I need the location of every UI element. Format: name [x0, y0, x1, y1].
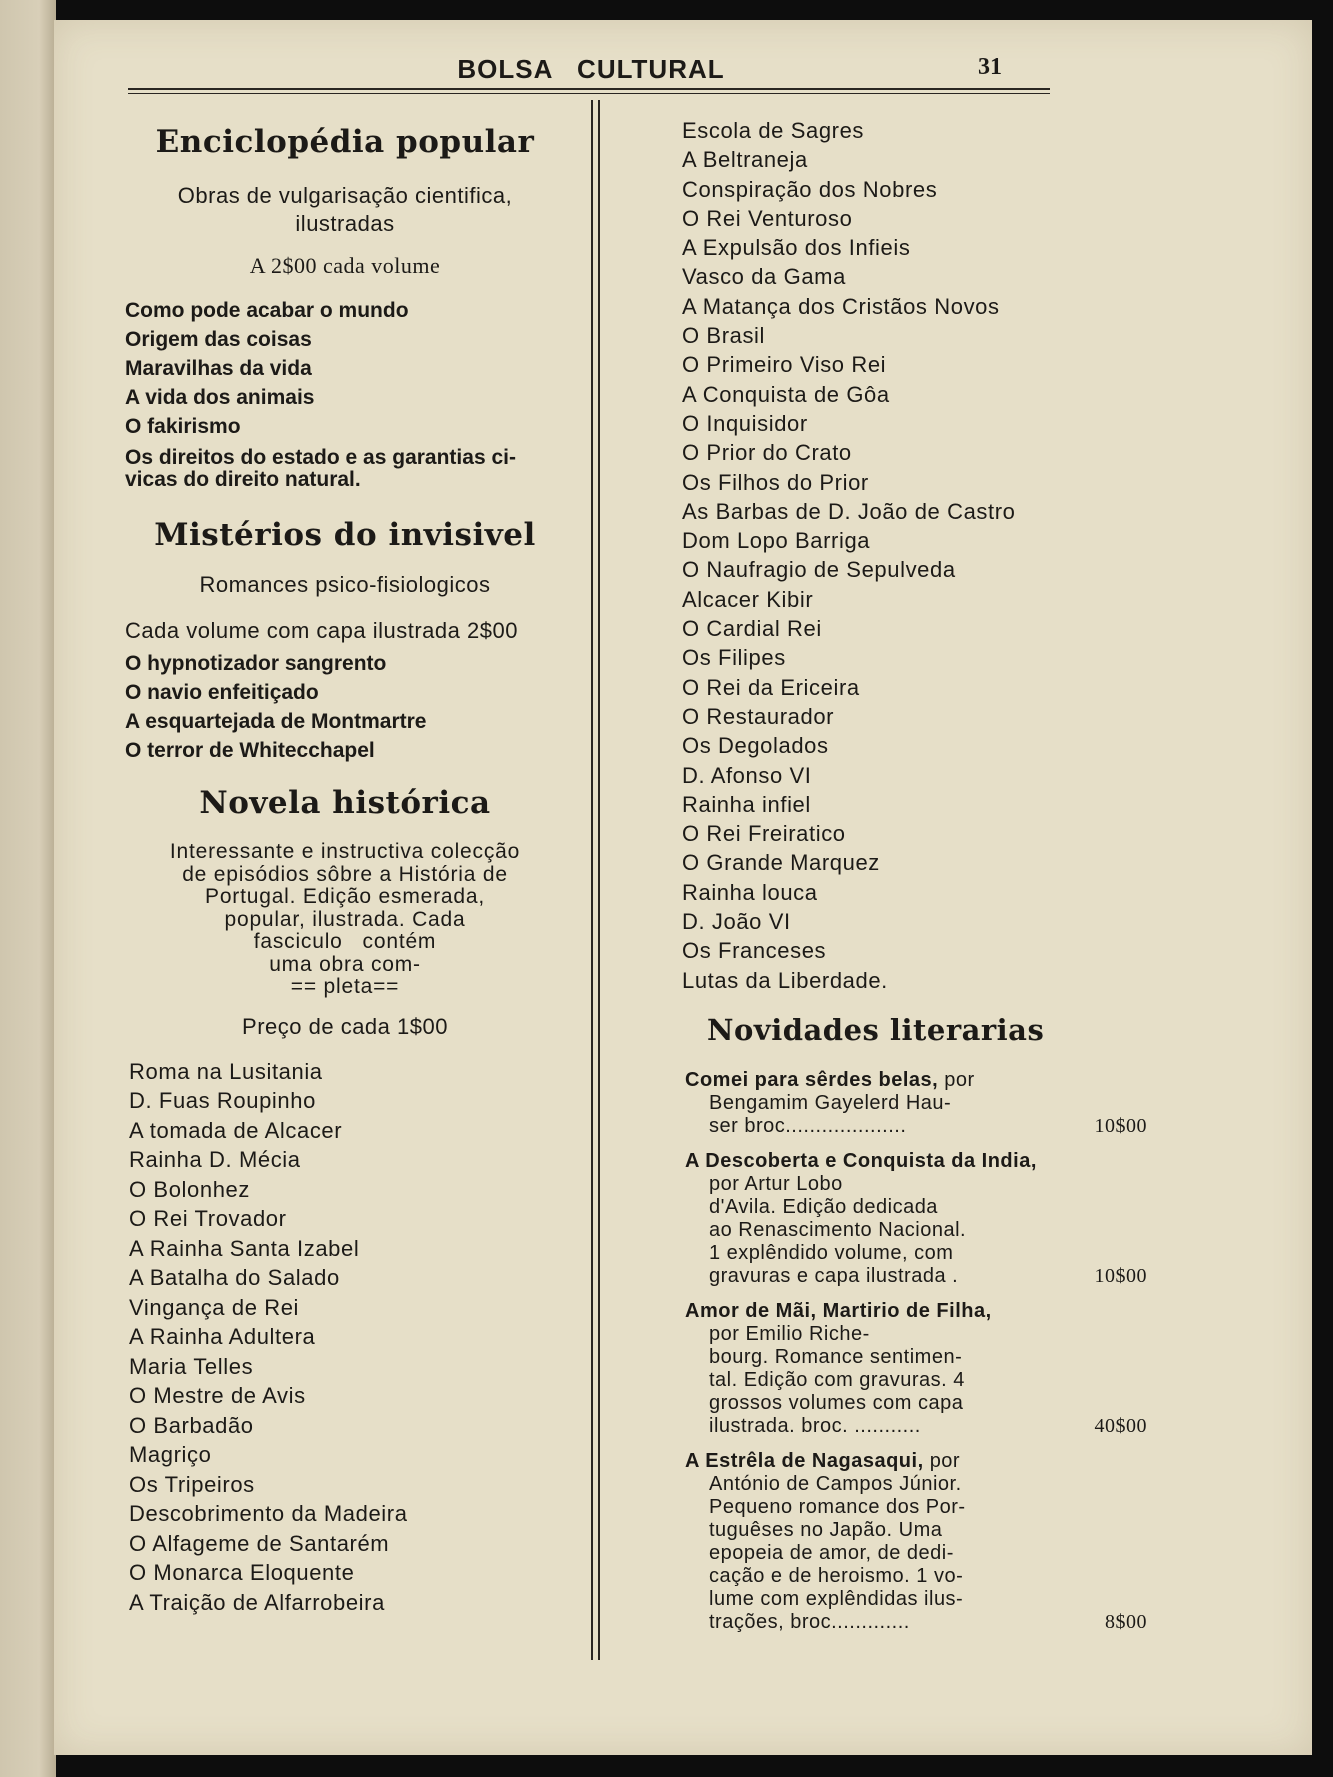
entry-text: lume com explêndidas ilus-: [709, 1587, 964, 1610]
list-item: O Brasil: [682, 323, 766, 349]
list-item: O Mestre de Avis: [129, 1383, 306, 1408]
list-item: O fakirismo: [125, 415, 241, 438]
enciclopedia-list: [125, 296, 565, 491]
entry-text: António de Campos Júnior.: [709, 1472, 962, 1495]
list-item: Escola de Sagres: [682, 118, 865, 143]
entry-price: 8$00: [1105, 1610, 1147, 1633]
entry-text: 1 explêndido volume, com: [709, 1241, 954, 1264]
list-item: Os Tripeiros: [129, 1471, 255, 1497]
entry-price: 10$00: [1094, 1114, 1147, 1137]
list-item: D. Afonso VI: [682, 762, 812, 788]
running-title: BOLSA CULTURAL: [457, 54, 725, 84]
list-item: O Alfageme de Santarém: [129, 1530, 390, 1556]
novidades-entry: [685, 1299, 1147, 1438]
list-item: D. Fuas Roupinho: [129, 1088, 316, 1113]
list-item: Lutas da Liberdade.: [682, 967, 888, 993]
book-spine: [0, 0, 56, 1777]
misterios-list: [125, 649, 565, 765]
novela-desc-line: == pleta==: [290, 975, 400, 998]
entry-text: bourg. Romance sentimen-: [709, 1345, 963, 1368]
list-item: A Beltraneja: [682, 147, 808, 173]
list-item: O Rei Trovador: [129, 1206, 287, 1231]
list-item: O Barbadão: [129, 1412, 254, 1438]
list-item: Os Degolados: [682, 733, 829, 759]
list-item: O Bolonhez: [129, 1176, 250, 1202]
list-item: O Inquisidor: [682, 410, 808, 436]
entry-text: tuguêses no Japão. Uma: [709, 1518, 943, 1541]
novidades-heading: Novidades literarias: [707, 1012, 1045, 1047]
list-item: A esquartejada de Montmartre: [125, 710, 427, 733]
list-item: O Monarca Eloquente: [129, 1560, 355, 1585]
novela-list-right: [627, 116, 1087, 995]
list-item: A vida dos animais: [125, 386, 315, 409]
list-item: O terror de Whitecchapel: [125, 739, 375, 762]
novela-desc-line: popular, ilustrada. Cada: [224, 907, 466, 931]
enciclopedia-heading: Enciclopédia popular: [155, 124, 535, 160]
list-item: Alcacer Kibir: [682, 586, 814, 612]
list-item: A Conquista de Gôa: [682, 381, 890, 407]
entry-text: gravuras e capa ilustrada .: [709, 1264, 959, 1287]
novela-desc-line: fasciculo contém: [253, 930, 437, 953]
list-item: Os Franceses: [682, 938, 827, 964]
list-item: A Expulsão dos Infieis: [682, 235, 911, 261]
enciclopedia-desc-1: Obras de vulgarisação cientifica,: [177, 183, 513, 208]
page-number: 31: [978, 54, 1002, 80]
list-item: A tomada de Alcacer: [129, 1117, 343, 1143]
list-item: O Naufragio de Sepulveda: [682, 557, 956, 583]
misterios-heading: Mistérios do invisivel: [154, 517, 536, 553]
list-item: A Traição de Alfarrobeira: [129, 1589, 385, 1615]
list-item: Os direitos do estado e as garantias ci-: [125, 446, 516, 469]
novela-price: Preço de cada 1$00: [242, 1013, 448, 1039]
novela-description: [125, 841, 565, 999]
list-item: O hypnotizador sangrento: [125, 652, 387, 675]
entry-text: por: [944, 1068, 975, 1091]
misterios-price: Cada volume com capa ilustrada 2$00: [125, 618, 518, 643]
entry-text: tal. Edição com gravuras. 4: [709, 1368, 965, 1391]
list-item: Os Filipes: [682, 645, 786, 671]
novidades-entry: [685, 1068, 1147, 1138]
entry-text: cação e de heroismo. 1 vo-: [709, 1564, 964, 1587]
list-item: vicas do direito natural.: [125, 468, 361, 491]
novela-list-left: [125, 1057, 565, 1618]
list-item: O Rei Freiratico: [682, 821, 846, 847]
entry-title: Comei para sêrdes belas,: [685, 1068, 939, 1091]
enciclopedia-desc-2: ilustradas: [295, 211, 395, 236]
list-item: A Rainha Adultera: [129, 1324, 316, 1349]
list-item: Os Filhos do Prior: [682, 469, 869, 495]
list-item: D. João VI: [682, 909, 791, 935]
novela-desc-line: Interessante e instructiva colecção: [169, 840, 521, 863]
entry-text: ilustrada. broc. ...........: [709, 1414, 921, 1437]
entry-text: ao Renascimento Nacional.: [709, 1218, 967, 1241]
entry-title: Amor de Mãi, Martirio de Filha,: [685, 1299, 992, 1322]
header-rule: [128, 88, 1050, 90]
list-item: Roma na Lusitania: [129, 1058, 323, 1084]
entry-text: trações, broc.............: [709, 1610, 910, 1633]
novidades-entry: [685, 1149, 1147, 1288]
list-item: Rainha D. Mécia: [129, 1147, 301, 1172]
list-item: A Matança dos Cristãos Novos: [682, 293, 1000, 319]
entry-text: ser broc....................: [709, 1114, 907, 1137]
right-column: [627, 100, 1147, 1646]
entry-text: grossos volumes com capa: [709, 1391, 964, 1414]
entry-text: epopeia de amor, de dedi-: [709, 1541, 954, 1564]
enciclopedia-price: A 2$00 cada volume: [249, 253, 441, 278]
list-item: Dom Lopo Barriga: [682, 528, 871, 554]
list-item: As Barbas de D. João de Castro: [682, 498, 1016, 524]
entry-text: por: [929, 1449, 961, 1472]
list-item: Conspiração dos Nobres: [682, 176, 938, 202]
list-item: Magriço: [129, 1442, 212, 1467]
list-item: O Rei Venturoso: [682, 205, 853, 231]
list-item: Vasco da Gama: [682, 264, 846, 290]
entry-text: Pequeno romance dos Por-: [709, 1495, 966, 1518]
novidades-entry: [685, 1449, 1147, 1634]
list-item: O Grande Marquez: [682, 850, 880, 876]
list-item: Maria Telles: [129, 1353, 254, 1379]
list-item: Como pode acabar o mundo: [125, 299, 409, 322]
list-item: O navio enfeitiçado: [125, 681, 319, 704]
list-item: Descobrimento da Madeira: [129, 1501, 408, 1526]
running-header: [128, 36, 1054, 84]
list-item: O Primeiro Viso Rei: [682, 352, 887, 378]
entry-title: A Descoberta e Conquista da India,: [685, 1149, 1037, 1172]
entry-title: A Estrêla de Nagasaqui,: [685, 1449, 924, 1472]
list-item: Rainha louca: [682, 879, 818, 905]
list-item: O Rei da Ericeira: [682, 674, 860, 700]
left-column: [125, 100, 565, 1617]
misterios-desc: Romances psico-fisiologicos: [199, 572, 491, 597]
novela-desc-line: Portugal. Edição esmerada,: [205, 885, 485, 908]
novidades-list: [627, 1068, 1147, 1634]
list-item: Rainha infiel: [682, 791, 811, 817]
list-item: O Prior do Crato: [682, 440, 852, 466]
list-item: A Batalha do Salado: [129, 1265, 340, 1290]
list-item: A Rainha Santa Izabel: [129, 1235, 360, 1261]
list-item: Maravilhas da vida: [125, 357, 312, 380]
list-item: Vingança de Rei: [129, 1294, 300, 1320]
entry-text: por Emilio Riche-: [709, 1322, 870, 1345]
novela-heading: Novela histórica: [199, 785, 491, 821]
list-item: Origem das coisas: [125, 328, 312, 351]
entry-text: Bengamim Gayelerd Hau-: [709, 1091, 952, 1114]
list-item: O Cardial Rei: [682, 616, 822, 642]
entry-text: d'Avila. Edição dedicada: [709, 1195, 938, 1218]
entry-text: por Artur Lobo: [709, 1172, 843, 1195]
entry-price: 10$00: [1094, 1264, 1147, 1287]
list-item: O Restaurador: [682, 703, 835, 729]
novela-desc-line: de episódios sôbre a História de: [182, 862, 508, 886]
entry-price: 40$00: [1094, 1414, 1147, 1437]
novela-desc-line: uma obra com-: [269, 952, 421, 976]
header-rule-thin: [128, 93, 1050, 94]
column-divider: [591, 100, 600, 1660]
